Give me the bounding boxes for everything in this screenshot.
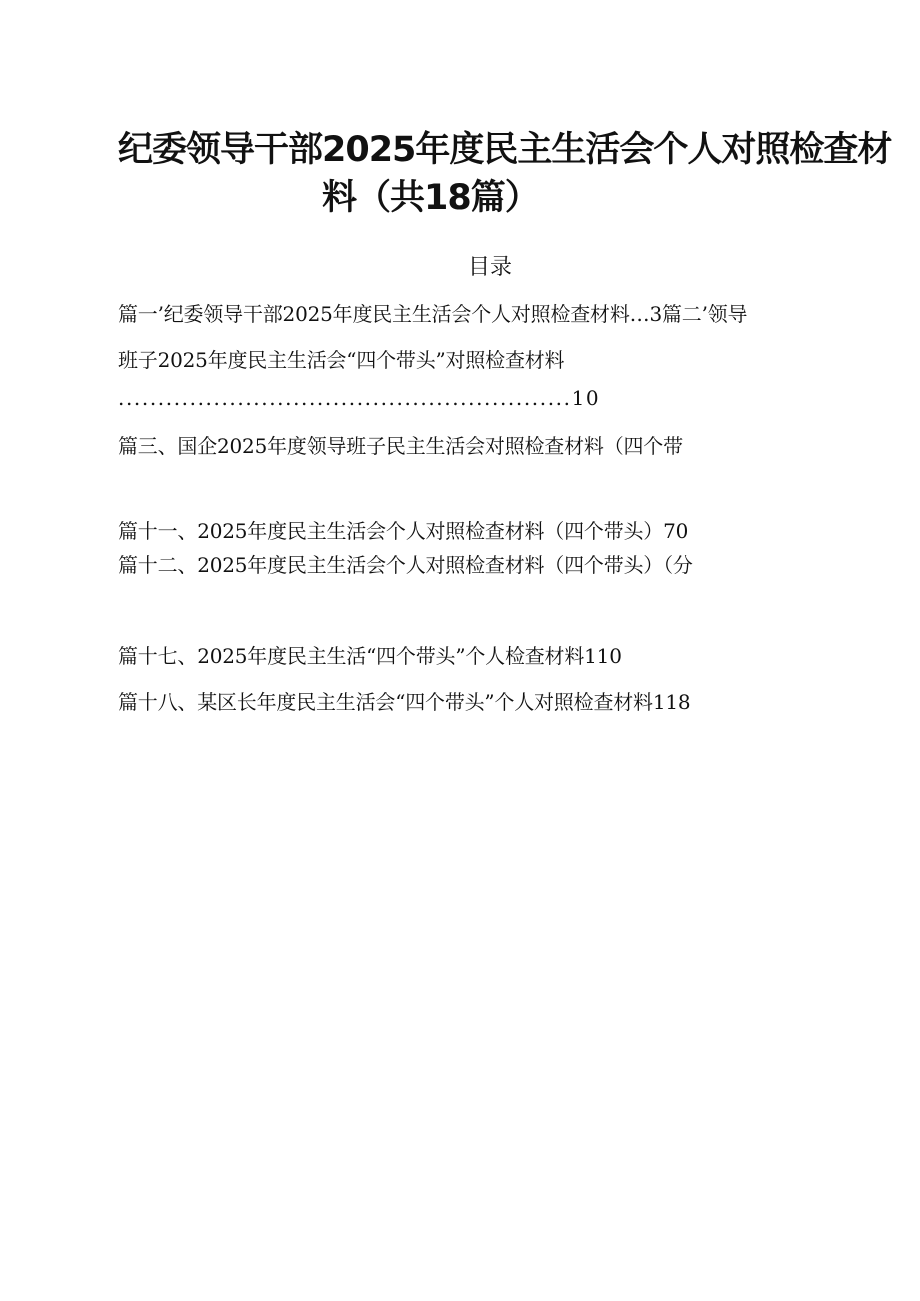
document-title-line-2: 料（共18篇） [322,178,539,218]
toc-entry[interactable]: 班子2025年度民主生活会“四个带头”对照检查材料 [118,348,565,372]
toc-entry[interactable]: 篇十八、某区长年度民主生活会“四个带头”个人对照检查材料118 [118,690,691,714]
toc-leader-dots[interactable]: .........................................................10 [118,386,601,410]
toc-entry[interactable]: 篇十一、2025年度民主生活会个人对照检查材料（四个带头）70 [118,519,689,543]
toc-entry[interactable]: 篇十七、2025年度民主生活“四个带头”个人检查材料110 [118,644,622,668]
toc-entry[interactable]: 篇一’纪委领导干部2025年度民主生活会个人对照检查材料…3篇二’领导 [118,302,748,326]
toc-entry[interactable]: 篇十二、2025年度民主生活会个人对照检查材料（四个带头）（分 [118,553,693,577]
toc-heading: 目录 [467,255,512,280]
document-title-line-1: 纪委领导干部2025年度民主生活会个人对照检查材 [118,130,892,170]
toc-entry[interactable]: 篇三、国企2025年度领导班子民主生活会对照检查材料（四个带 [118,434,683,458]
